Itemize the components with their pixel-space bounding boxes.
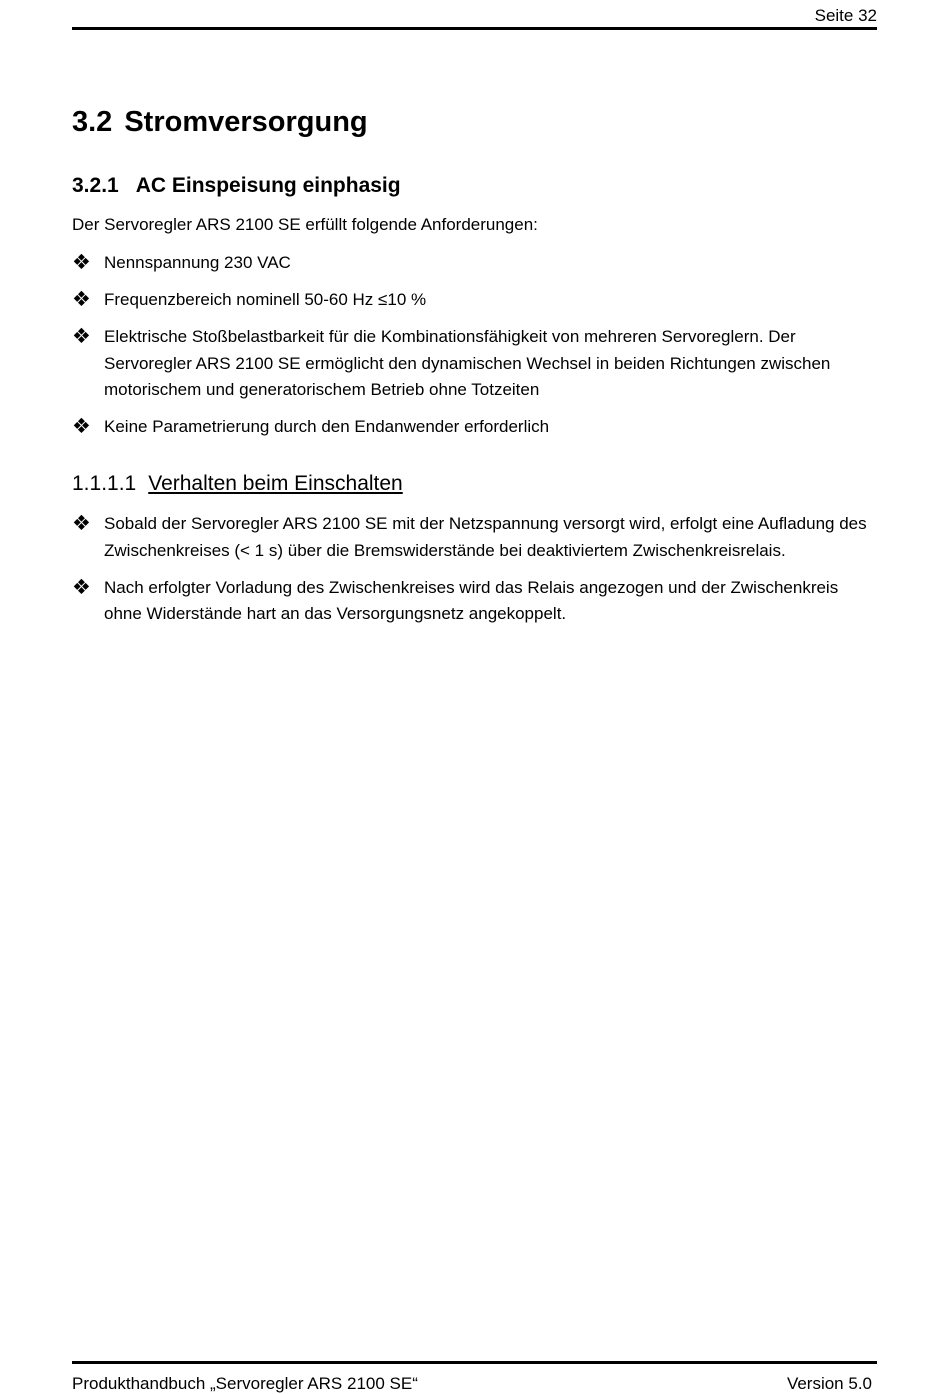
list-item [72,287,877,314]
requirements-list [72,250,877,451]
list-item-text: Nennspannung 230 VAC [104,253,291,272]
subsection-title-text: AC Einspeisung einphasig [135,174,401,197]
diamond-bullet-icon: ❖ [72,511,91,535]
diamond-bullet-icon: ❖ [72,324,91,348]
page-number: Seite 32 [814,6,877,25]
list-item-text: Frequenzbereich nominell 50-60 Hz ≤10 % [104,290,427,309]
intro-paragraph: Der Servoregler ARS 2100 SE erfüllt folgende Anforderungen: [72,215,538,234]
list-item-text: Keine Parametrierung durch den Endanwender erforderlich [104,417,550,436]
page-header [72,0,877,30]
diamond-bullet-icon: ❖ [72,574,91,599]
section-title-text: Stromversorgung [124,106,368,138]
section-title [72,104,368,140]
subsubsection-title-text: Verhalten beim Einschalten [148,472,403,495]
diamond-bullet-icon: ❖ [72,287,91,311]
list-item [72,414,877,441]
list-item [72,575,877,628]
list-item-text: Sobald der Servoregler ARS 2100 SE mit der Netzspannung versorgt wird, erfolgt eine Aufladung des Zwischenkreises (< 1 s) über die Bremswiderstände bei deaktiviertem Zwischenkreisrelais. [104,514,867,560]
list-item [72,250,877,277]
page-footer [72,1361,877,1393]
footer-manual-title: Produkthandbuch „Servoregler ARS 2100 SE“ [72,1374,418,1393]
diamond-bullet-icon: ❖ [72,250,91,274]
subsection-title [72,173,401,199]
switch-on-behavior-list [72,511,877,638]
subsection-number: 3.2.1 [72,174,119,197]
list-item [72,511,877,564]
footer-version: Version 5.0 [786,1374,872,1393]
subsubsection-number: 1.1.1.1 [72,472,137,495]
diamond-bullet-icon: ❖ [72,414,91,438]
section-number: 3.2 [72,106,113,138]
list-item-text: Nach erfolgter Vorladung des Zwischenkreises wird das Relais angezogen und der Zwischenkreis ohne Widerstände hart an das Versorgungsnetz angekoppelt. [104,577,839,623]
list-item [72,324,877,404]
subsubsection-title [72,470,403,498]
list-item-text: Elektrische Stoßbelastbarkeit für die Kombinationsfähigkeit von mehreren Servoreglern. Der Servoregler ARS 2100 SE ermöglicht den dynamischen Wechsel in beiden Richtungen zwischen motorischem und generatorischem Betrieb ohne Totzeiten [104,327,831,399]
